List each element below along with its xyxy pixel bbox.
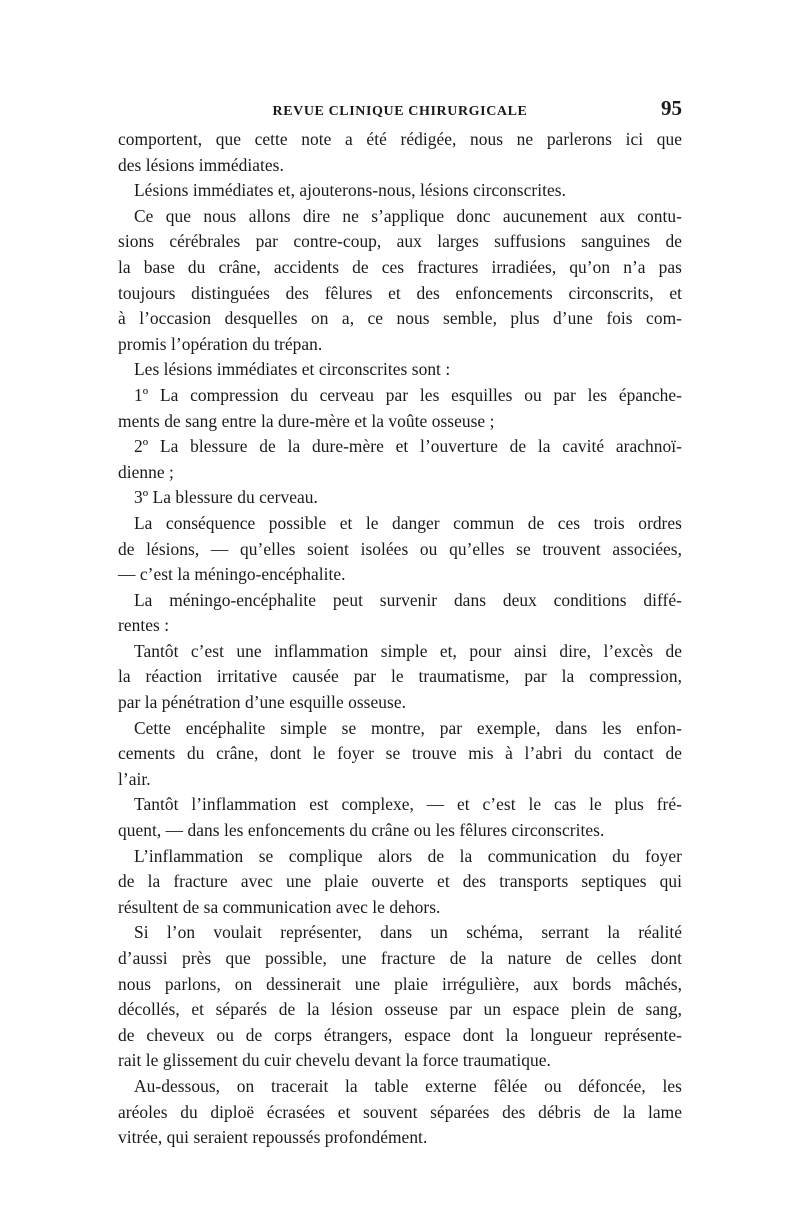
text-line: par la pénétration d’une esquille osseuse. <box>118 692 406 713</box>
text-line: rait le glissement du cuir chevelu devant la force traumatique. <box>118 1050 551 1071</box>
text-line: nous parlons, on dessinerait une plaie irrégulière, aux bords mâchés, <box>118 973 682 994</box>
text-line: d’aussi près que possible, une fracture de la nature de celles dont <box>118 948 682 968</box>
text-line: de la fracture avec une plaie ouverte et des transports septiques qui <box>118 871 682 892</box>
text-line: quent, — dans les enfoncements du crâne ou les fêlures circonscrites. <box>118 820 605 841</box>
text-line: de lésions, — qu’elles soient isolées ou qu’elles se trouvent associées, <box>118 538 682 559</box>
running-title: REVUE CLINIQUE CHIRURGICALE <box>272 104 528 119</box>
text-line: vitrée, qui seraient repoussés profondément. <box>118 1127 428 1148</box>
page-number: 95 <box>661 96 682 120</box>
body-text <box>118 127 682 1151</box>
text-line: aréoles du diploë écrasées et souvent séparées des débris de la lame <box>118 1101 682 1122</box>
text-line: Tantôt c’est une inflammation simple et, pour ainsi dire, l’excès de <box>134 640 682 661</box>
text-line: la base du crâne, accidents de ces fractures irradiées, qu’on n’a pas <box>118 256 682 277</box>
text-line: sions cérébrales par contre-coup, aux larges suffusions sanguines de <box>118 231 682 252</box>
text-line: Lésions immédiates et, ajouterons-nous, lésions circonscrites. <box>134 180 566 201</box>
text-line: Tantôt l’inflammation est complexe, — et c’est le cas le plus fré- <box>134 794 682 815</box>
text-line: Cette encéphalite simple se montre, par exemple, dans les enfon- <box>134 717 682 738</box>
text-line: La conséquence possible et le danger commun de ces trois ordres <box>134 512 682 533</box>
text-line: 1º La compression du cerveau par les esquilles ou par les épanche- <box>134 384 682 405</box>
text-line: Les lésions immédiates et circonscrites sont : <box>134 359 451 380</box>
text-line: promis l’opération du trépan. <box>118 333 323 354</box>
text-line: l’air. <box>118 768 151 789</box>
text-line: Si l’on voulait représenter, dans un schéma, serrant la réalité <box>134 922 682 943</box>
text-line: dienne ; <box>118 461 174 482</box>
text-line: cements du crâne, dont le foyer se trouve mis à l’abri du contact de <box>118 743 682 764</box>
text-line: des lésions immédiates. <box>118 154 284 175</box>
text-line: La méningo-encéphalite peut survenir dans deux conditions diffé- <box>134 589 682 610</box>
text-line: Au-dessous, on tracerait la table externe fêlée ou défoncée, les <box>134 1075 682 1096</box>
text-line: 2º La blessure de la dure-mère et l’ouverture de la cavité arachnoï- <box>134 436 682 457</box>
text-line: Ce que nous allons dire ne s’applique donc aucunement aux contu- <box>134 205 682 226</box>
text-line: résultent de sa communication avec le dehors. <box>118 896 441 917</box>
text-line: — c’est la méningo-encéphalite. <box>118 564 346 585</box>
text-line: de cheveux ou de corps étrangers, espace dont la longueur représente- <box>118 1024 682 1045</box>
page-header <box>118 96 682 126</box>
text-line: la réaction irritative causée par le traumatisme, par la compression, <box>118 666 682 687</box>
text-line: à l’occasion desquelles on a, ce nous semble, plus d’une fois com- <box>118 308 682 329</box>
text-line: 3º La blessure du cerveau. <box>134 487 318 508</box>
text-line: rentes : <box>118 615 170 636</box>
text-line: décollés, et séparés de la lésion osseuse par un espace plein de sang, <box>118 999 682 1020</box>
text-line: L’inflammation se complique alors de la communication du foyer <box>134 845 682 866</box>
text-line: toujours distinguées des fêlures et des enfoncements circonscrits, et <box>118 282 682 303</box>
text-line: ments de sang entre la dure-mère et la voûte osseuse ; <box>118 410 495 431</box>
text-line: comportent, que cette note a été rédigée, nous ne parlerons ici que <box>118 129 682 149</box>
